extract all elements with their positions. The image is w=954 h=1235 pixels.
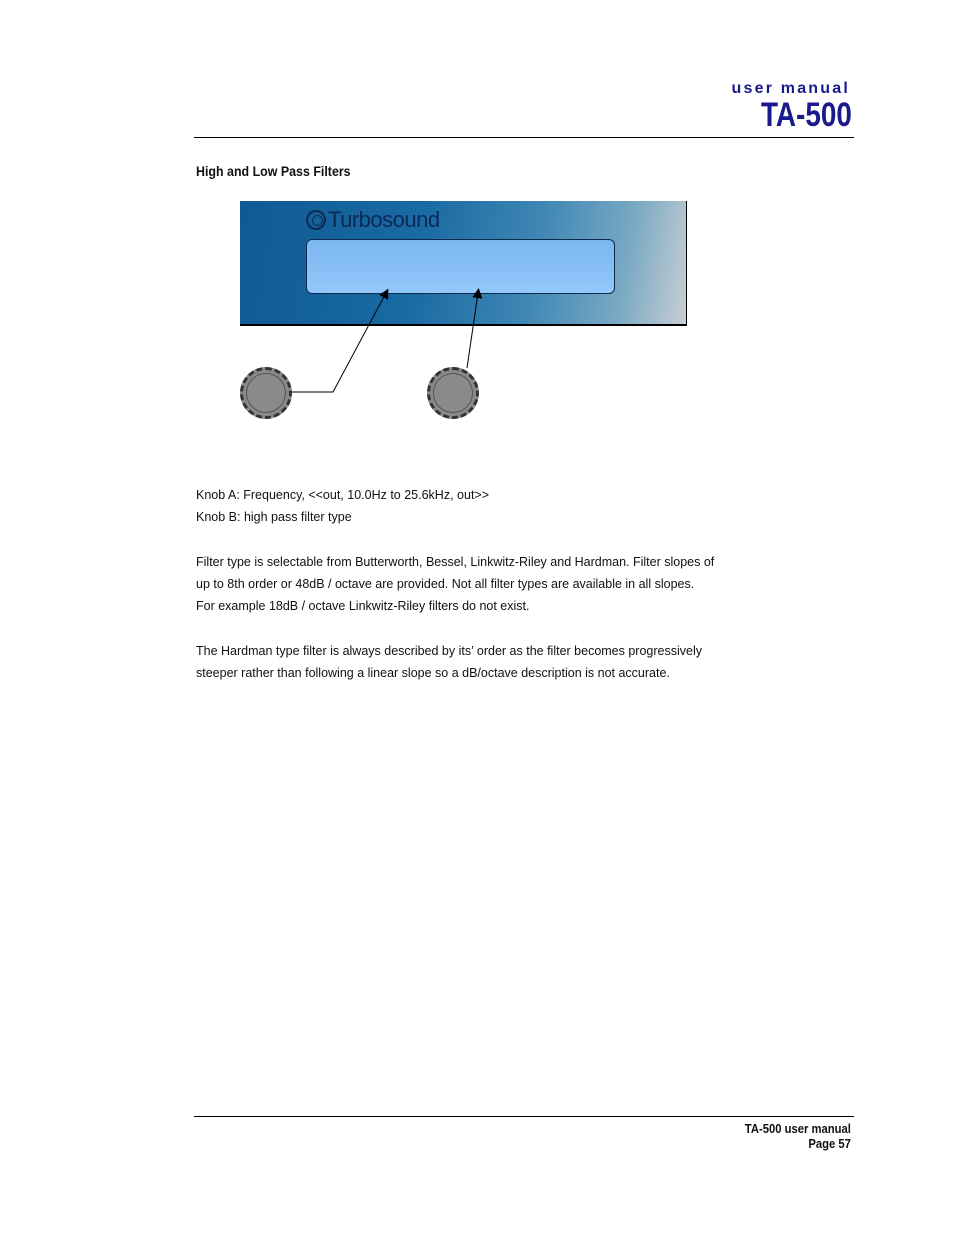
knob-b (427, 367, 479, 419)
section-title: High and Low Pass Filters (196, 164, 351, 179)
knob-b-pointer (467, 293, 478, 368)
header-title: TA-500 (761, 96, 852, 134)
footer-doc-name: TA-500 user manual (744, 1122, 851, 1136)
brand-name: Turbosound (328, 207, 440, 232)
header-subtitle: user manual (731, 80, 850, 97)
paragraph-filter-types-line: Filter type is selectable from Butterworth, Bessel, Linkwitz-Riley and Hardman. Filter slopes of (196, 555, 715, 569)
paragraph-filter-types-line: up to 8th order or 48dB / octave are provided. Not all filter types are available in all slopes. (196, 577, 695, 591)
page-footer (745, 1122, 851, 1152)
paragraph-hardman-line: steeper rather than following a linear slope so a dB/octave description is not accurate. (196, 666, 670, 680)
page-number: Page 57 (808, 1137, 851, 1151)
knob-b-description: Knob B: high pass filter type (196, 510, 352, 524)
knob-b-cap (433, 373, 473, 413)
knob-a-description: Knob A: Frequency, <<out, 10.0Hz to 25.6kHz, out>> (196, 488, 490, 502)
footer-rule (194, 1116, 854, 1117)
knob-a-pointer (290, 293, 386, 392)
paragraph-hardman-line: The Hardman type filter is always described by its’ order as the filter becomes progressively (196, 644, 702, 658)
knob-a-cap (246, 373, 286, 413)
paragraph-filter-types-line: For example 18dB / octave Linkwitz-Riley filters do not exist. (196, 599, 530, 613)
knob-a (240, 367, 292, 419)
